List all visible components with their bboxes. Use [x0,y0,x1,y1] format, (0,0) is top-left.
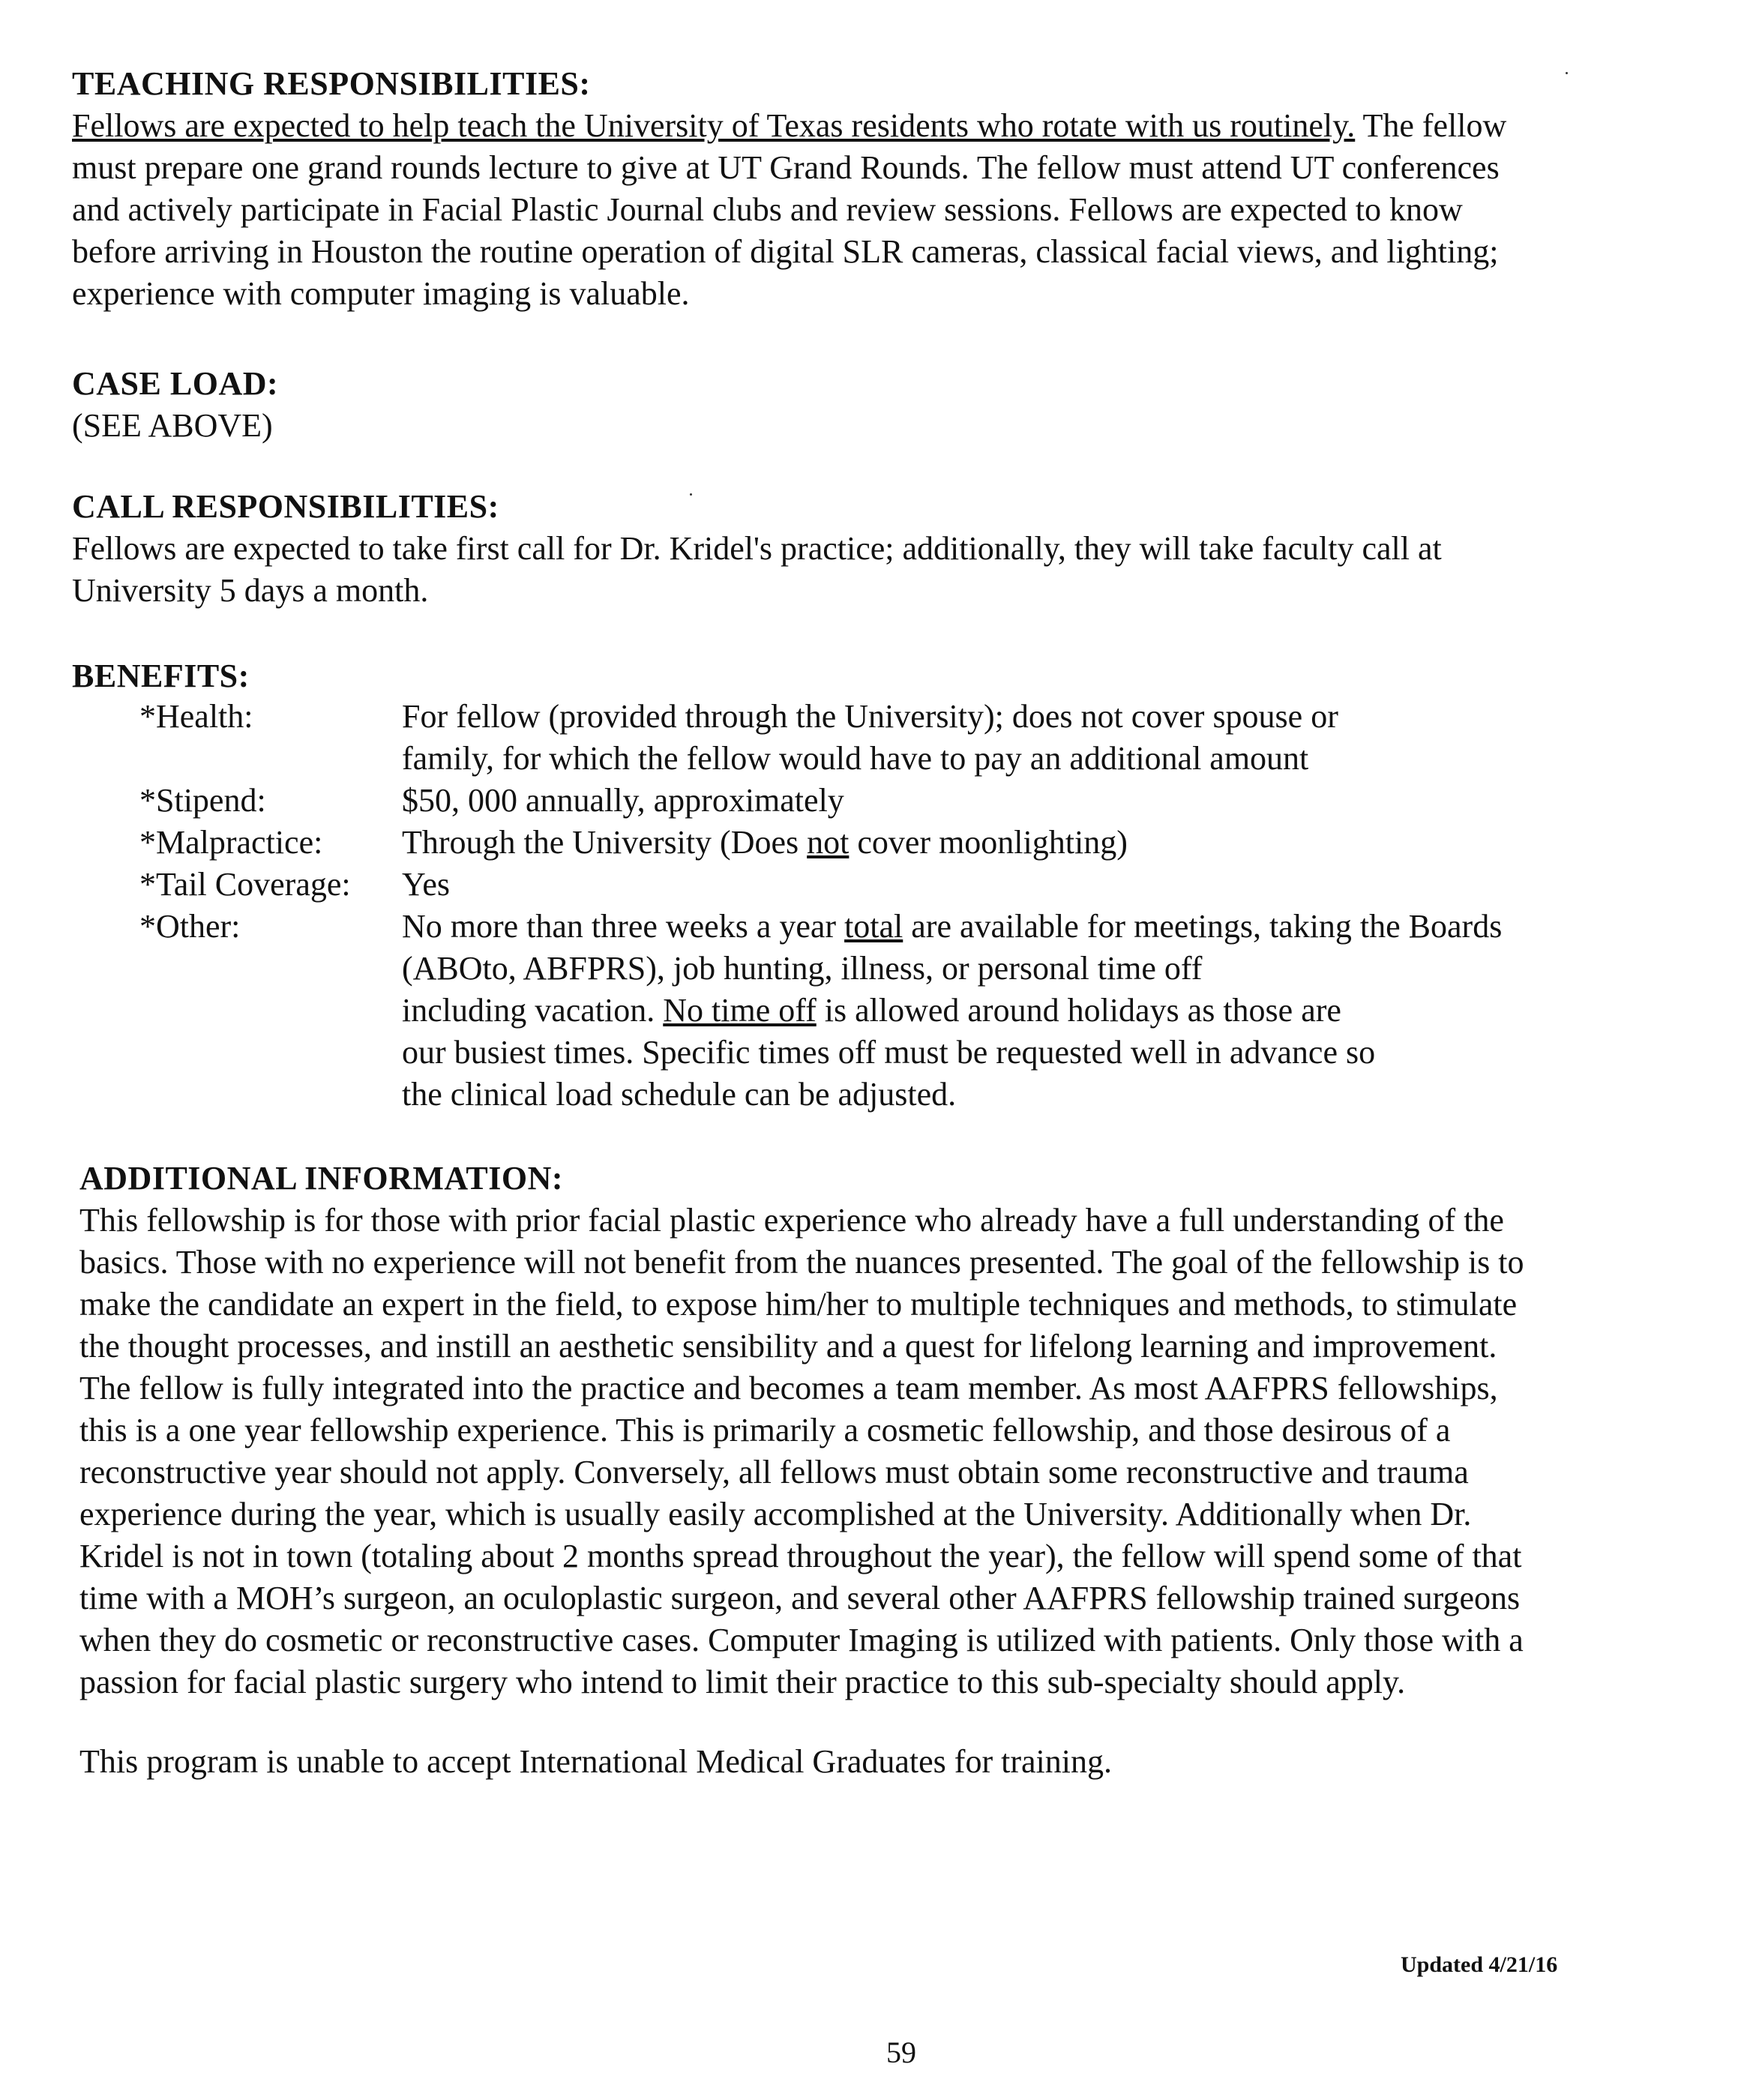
scan-speck [690,493,692,496]
teaching-line-2: must prepare one grand rounds lecture to give at UT Grand Rounds. The fellow must attend UT conferences [72,149,1500,186]
benefit-value-stipend: $50, 000 annually, approximately [402,782,844,819]
teaching-line-4: before arriving in Houston the routine operation of digital SLR cameras, classical facial views, and lighting; [72,233,1499,270]
teaching-line-5: experience with computer imaging is valuable. [72,275,690,312]
benefit-value-other: No more than three weeks a year total are available for meetings, taking the Boards (ABOto, ABFPRS), job hunting, illness, or personal time off including vacation. No time off is allowed around holidays as those are our busiest times. Specific times off must be requested well in advance so the clinical load schedule can be adjusted. [402,908,1503,1113]
call-line-1: Fellows are expected to take first call for Dr. Kridel's practice; additionally, they will take faculty call at [72,530,1442,567]
updated-date: Updated 4/21/16 [1401,1952,1558,1977]
benefit-label-health: *Health: [139,698,253,735]
teaching-heading: TEACHING RESPONSIBILITIES: [72,65,591,102]
case-load-heading: CASE LOAD: [72,365,279,402]
benefit-value-tail-coverage: Yes [402,866,451,903]
benefit-value-malpractice: Through the University (Does not cover moonlighting) [402,824,1128,861]
benefits-heading: BENEFITS: [72,658,250,694]
teaching-line-1: Fellows are expected to help teach the University of Texas residents who rotate with us routinely. The fellow [72,107,1507,144]
benefit-label-stipend: *Stipend: [139,782,266,819]
scan-speck [1566,72,1568,74]
img-policy-note: This program is unable to accept International Medical Graduates for training. [79,1743,1112,1780]
case-load-text: (SEE ABOVE) [72,407,273,444]
call-line-2: University 5 days a month. [72,572,429,609]
teaching-line-3: and actively participate in Facial Plastic Journal clubs and review sessions. Fellows are expected to know [72,191,1463,228]
page-number: 59 [886,2036,916,2069]
additional-paragraph: This fellowship is for those with prior facial plastic experience who already have a full understanding of the basics. Those with no experience will not benefit from the nuances presented. The goal of the fellowship is to make the candidate an expert in the field, to expose him/her to multiple techniques and methods, to stimulate the thought processes, and instill an aesthetic sensibility and a quest for lifelong learning and improvement. The fellow is fully integrated into the practice and becomes a team member. As most AAFPRS fellowships, this is a one year fellowship experience. This is primarily a cosmetic fellowship, and those desirous of a reconstructive year should not apply. Conversely, all fellows must obtain some reconstructive and trauma experience during the year, which is usually easily accomplished at the University. Additionally when Dr. Kridel is not in town (totaling about 2 months spread throughout the year), the fellow will spend some of that time with a MOH’s surgeon, an oculoplastic surgeon, and several other AAFPRS fellowship trained surgeons when they do cosmetic or reconstructive cases. Computer Imaging is utilized with patients. Only those with a passion for facial plastic surgery who intend to limit their practice to this sub-specialty should apply. [79,1202,1524,1700]
benefit-label-other: *Other: [139,908,241,945]
call-heading: CALL RESPONSIBILITIES: [72,488,499,525]
benefit-value-health: For fellow (provided through the University); does not cover spouse or family, for which the fellow would have to pay an additional amount [402,698,1338,777]
benefit-label-malpractice: *Malpractice: [139,824,323,861]
additional-heading: ADDITIONAL INFORMATION: [79,1160,564,1197]
benefit-label-tail-coverage: *Tail Coverage: [139,866,351,903]
call-paragraph [72,528,1442,612]
teaching-paragraph [72,105,1506,315]
